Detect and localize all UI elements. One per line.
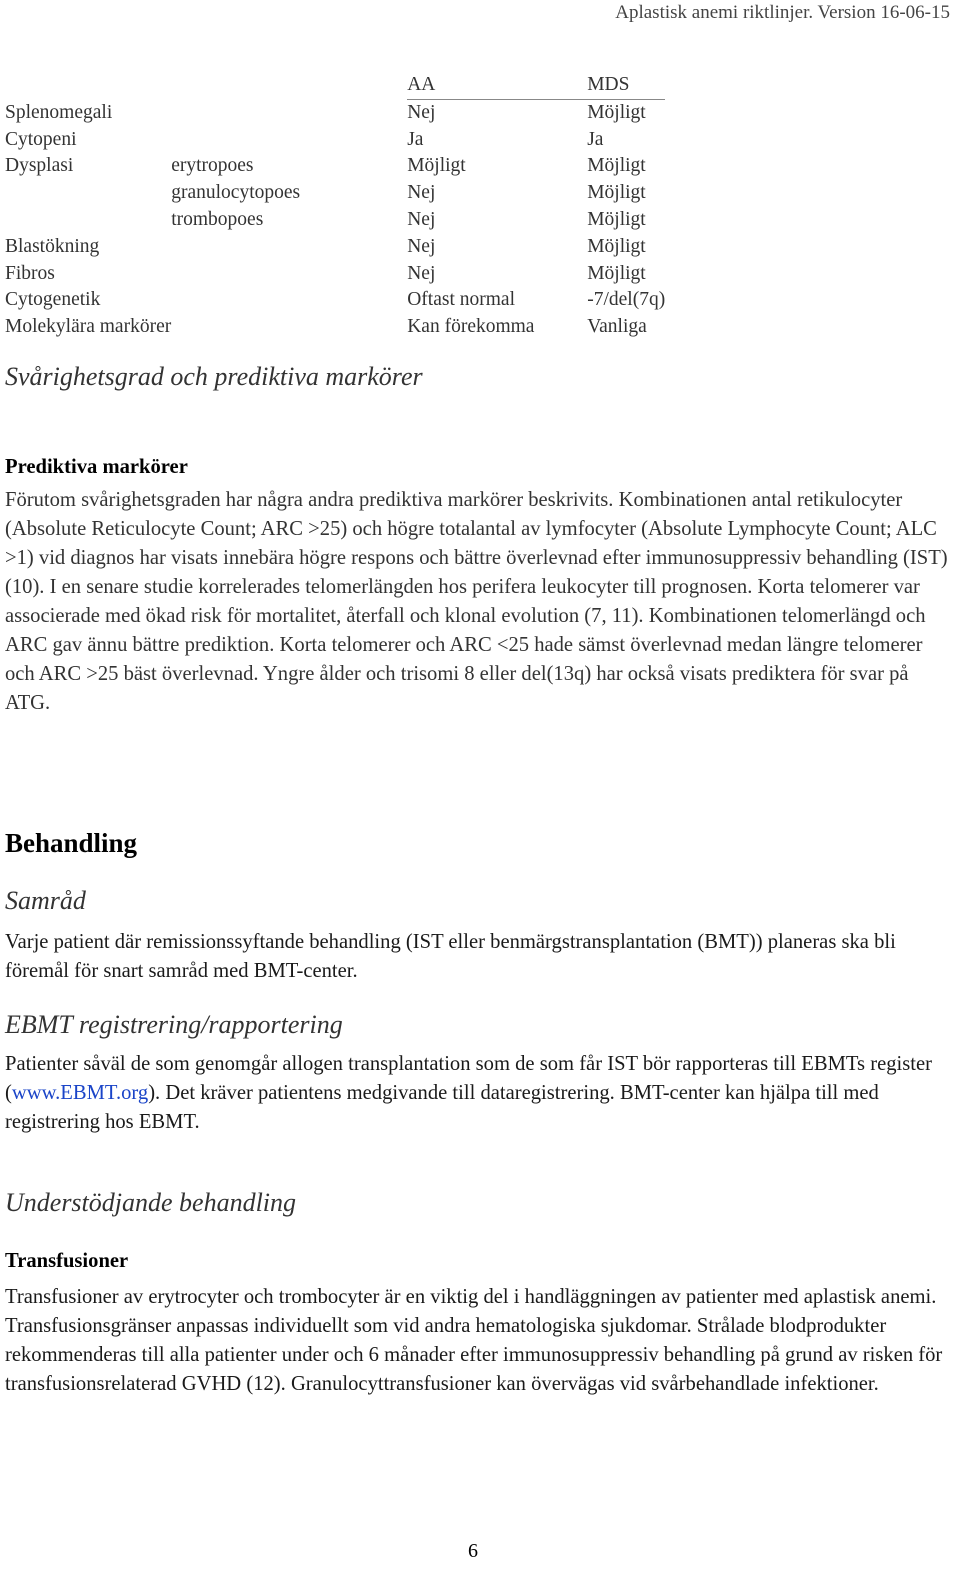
table-cell: Blastökning	[5, 235, 100, 257]
table-header-cell	[5, 72, 171, 99]
column-header-mds: MDS	[587, 72, 665, 99]
table-row	[5, 127, 665, 154]
table-row	[5, 234, 665, 261]
transfusion-paragraph: Transfusioner av erytrocyter och trombocyter är en viktig del i handläggningen av patienter med aplastisk anemi. Transfusionsgränser anpassas individuellt som vid andra hematologiska sjukdomar. Strålade blodprodukter rekommenderas till alla patienter under och 6 månader efter immunosuppressiv behandling på grund av risken för transfusionsrelaterad GVHD (12). Granulocyttransfusioner kan övervägas vid svårbehandlade infektioner.	[5, 1286, 943, 1395]
table-cell: Oftast normal	[407, 289, 515, 311]
samrad-heading: Samråd	[5, 886, 86, 915]
table-cell: -7/del(7q)	[587, 289, 666, 311]
table-cell: Dysplasi	[5, 155, 74, 177]
table-cell: Möjligt	[587, 235, 646, 257]
table-cell: Molekylära markörer	[5, 316, 172, 338]
table-cell: Kan förekomma	[407, 316, 535, 338]
table-header-cell	[171, 72, 407, 99]
table-row	[5, 153, 665, 180]
table-row	[5, 261, 665, 288]
table-cell: Ja	[407, 128, 424, 150]
predictive-paragraph: Förutom svårighetsgraden har några andra prediktiva markörer beskrivits. Kombinationen antal retikulocyter (Absolute Reticulocyte Count; ARC >25) och högre totalantal av lymfocyter (Absolute Lymphocyte Count; ALC >1) vid diagnos har visats innebära högre respons och bättre överlevnad efter immunosuppressiv behandling (IST) (10). I en senare studie korrelerades telomerlängden hos perifera leukocyter till prognosen. Korta telomerer var associerade med ökad risk för mortalitet, återfall och klonal evolution (7, 11). Kombinationen telomerlängd och ARC gav ännu bättre prediktion. Korta telomerer och ARC <25 hade sämst överlevnad medan längre telomerer och ARC >25 bäst överlevnad. Yngre ålder och trisomi 8 eller del(13q) har också visats prediktera för svar på ATG.	[5, 489, 948, 714]
column-header-aa: AA	[407, 72, 587, 99]
table-row	[5, 287, 665, 314]
table-cell: granulocytopoes	[171, 182, 301, 204]
table-cell: Nej	[407, 262, 436, 284]
table-header-row	[5, 72, 665, 99]
table-cell: Vanliga	[587, 316, 647, 338]
table-row	[5, 207, 665, 234]
table-cell: Möjligt	[587, 182, 646, 204]
running-header: Aplastisk anemi riktlinjer. Version 16-06-15	[615, 2, 950, 23]
table-cell: Nej	[407, 101, 436, 123]
table-cell: Ja	[587, 128, 604, 150]
table-cell	[171, 314, 407, 341]
table-cell: Nej	[407, 208, 436, 230]
ebmt-heading: EBMT registrering/rapportering	[5, 1010, 343, 1039]
ebmt-link[interactable]: www.EBMT.org	[11, 1082, 149, 1104]
table-cell: Möjligt	[587, 262, 646, 284]
ebmt-text-after: ). Det kräver patientens medgivande till dataregistrering. BMT-center kan hjälpa till med registrering hos EBMT.	[5, 1082, 879, 1133]
ebmt-paragraph	[5, 1050, 955, 1137]
severity-heading: Svårighetsgrad och prediktiva markörer	[5, 362, 423, 391]
table-cell: Cytopeni	[5, 128, 77, 150]
table-row	[5, 314, 665, 341]
table-cell: Nej	[407, 235, 436, 257]
table-row	[5, 99, 665, 126]
table-cell: Splenomegali	[5, 101, 113, 123]
table-cell: erytropoes	[171, 155, 254, 177]
table-cell	[5, 207, 171, 234]
table-cell: trombopoes	[171, 208, 264, 230]
table-cell	[171, 234, 407, 261]
aa-vs-mds-table	[5, 72, 665, 341]
table-cell	[171, 261, 407, 288]
table-cell: Cytogenetik	[5, 289, 101, 311]
table-cell: Möjligt	[587, 101, 646, 123]
table-cell	[171, 287, 407, 314]
page-number: 6	[468, 1540, 478, 1562]
ebmt-text-before: Patienter såväl de som genomgår allogen transplantation som de som får IST bör rapporteras till EBMTs register (	[5, 1053, 932, 1104]
samrad-paragraph: Varje patient där remissionssyftande behandling (IST eller benmärgstransplantation (BMT)) planeras ska bli föremål för snart samråd med BMT-center.	[5, 931, 896, 982]
table-cell	[171, 99, 407, 126]
table-row	[5, 180, 665, 207]
support-heading: Understödjande behandling	[5, 1188, 297, 1217]
table-cell: Möjligt	[587, 155, 646, 177]
table-cell	[5, 180, 171, 207]
table-cell: Möjligt	[587, 208, 646, 230]
table-cell: Nej	[407, 182, 436, 204]
table-cell: Fibros	[5, 262, 55, 284]
treatment-heading: Behandling	[5, 828, 138, 858]
table-cell	[171, 127, 407, 154]
transfusion-subheading: Transfusioner	[5, 1250, 129, 1272]
table-cell: Möjligt	[407, 155, 466, 177]
predictive-subheading: Prediktiva markörer	[5, 456, 188, 478]
